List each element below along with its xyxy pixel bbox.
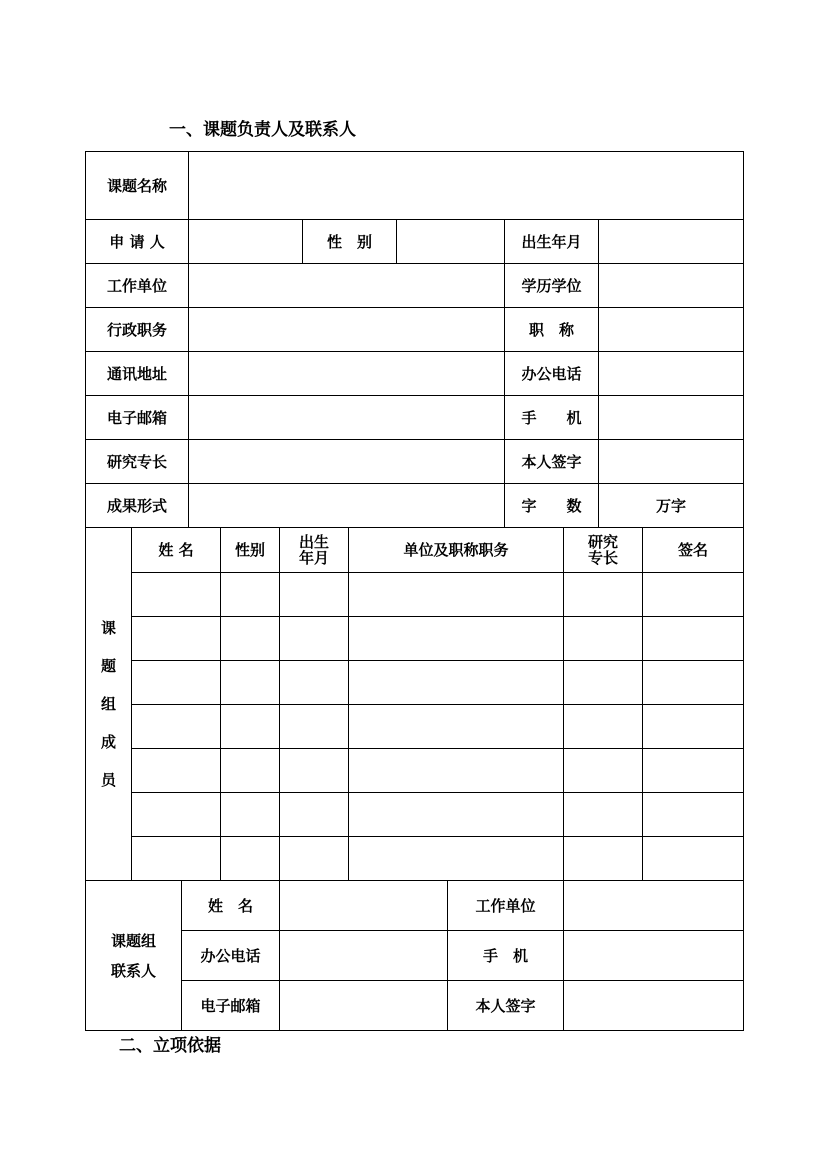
title-field[interactable]	[599, 308, 744, 352]
result-form-label: 成果形式	[86, 484, 189, 528]
members-side-char-5: 员	[100, 771, 116, 789]
member-name-cell[interactable]	[132, 705, 221, 749]
signature-label: 本人签字	[505, 440, 599, 484]
office-phone-field[interactable]	[599, 352, 744, 396]
contact-office-phone-field[interactable]	[280, 931, 448, 981]
member-gender-cell[interactable]	[221, 661, 280, 705]
member-signature-cell[interactable]	[643, 573, 744, 617]
members-side-char-3: 组	[100, 695, 116, 713]
contact-email-field[interactable]	[280, 981, 448, 1031]
member-signature-header: 签名	[643, 528, 744, 573]
members-table	[85, 527, 744, 881]
member-specialty-header-line-1: 研究	[587, 532, 618, 551]
project-name-field[interactable]	[189, 152, 744, 220]
member-name-cell[interactable]	[132, 749, 221, 793]
members-side-char-1: 课	[100, 619, 116, 637]
contact-mobile-field[interactable]	[564, 931, 744, 981]
contact-signature-label: 本人签字	[448, 981, 564, 1031]
member-specialty-cell[interactable]	[564, 617, 643, 661]
members-side-char-2: 题	[100, 657, 116, 675]
member-gender-cell[interactable]	[221, 793, 280, 837]
project-name-label: 课题名称	[86, 152, 189, 220]
email-label: 电子邮箱	[86, 396, 189, 440]
contact-signature-field[interactable]	[564, 981, 744, 1031]
member-specialty-cell[interactable]	[564, 573, 643, 617]
member-signature-cell[interactable]	[643, 837, 744, 881]
member-birth-cell[interactable]	[280, 617, 349, 661]
member-unit-title-cell[interactable]	[349, 837, 564, 881]
contact-office-phone-label: 办公电话	[182, 931, 280, 981]
word-count-field[interactable]	[599, 484, 744, 528]
address-label: 通讯地址	[86, 352, 189, 396]
contact-name-field[interactable]	[280, 881, 448, 931]
work-unit-label: 工作单位	[86, 264, 189, 308]
mobile-field[interactable]	[599, 396, 744, 440]
member-name-header: 姓 名	[132, 528, 221, 573]
member-birth-cell[interactable]	[280, 573, 349, 617]
member-name-cell[interactable]	[132, 837, 221, 881]
applicant-field[interactable]	[189, 220, 303, 264]
member-gender-cell[interactable]	[221, 573, 280, 617]
member-row	[86, 705, 744, 749]
word-count-label: 字 数	[505, 484, 599, 528]
member-gender-cell[interactable]	[221, 617, 280, 661]
members-side-char-4: 成	[100, 733, 116, 751]
contact-side-label	[86, 881, 182, 1031]
member-gender-cell[interactable]	[221, 749, 280, 793]
member-signature-cell[interactable]	[643, 705, 744, 749]
education-degree-label: 学历学位	[505, 264, 599, 308]
member-birth-cell[interactable]	[280, 661, 349, 705]
education-degree-field[interactable]	[599, 264, 744, 308]
member-gender-cell[interactable]	[221, 705, 280, 749]
member-birth-header-line-2: 年月	[298, 549, 329, 567]
member-row	[86, 837, 744, 881]
member-specialty-cell[interactable]	[564, 793, 643, 837]
research-specialty-field[interactable]	[189, 440, 505, 484]
member-row	[86, 617, 744, 661]
member-birth-cell[interactable]	[280, 705, 349, 749]
birth-date-field[interactable]	[599, 220, 744, 264]
contact-email-label: 电子邮箱	[182, 981, 280, 1031]
result-form-field[interactable]	[189, 484, 505, 528]
member-name-cell[interactable]	[132, 661, 221, 705]
research-specialty-label: 研究专长	[86, 440, 189, 484]
contact-work-unit-field[interactable]	[564, 881, 744, 931]
member-signature-cell[interactable]	[643, 661, 744, 705]
member-gender-cell[interactable]	[221, 837, 280, 881]
member-unit-title-cell[interactable]	[349, 793, 564, 837]
member-unit-title-header: 单位及职称职务	[349, 528, 564, 573]
signature-field[interactable]	[599, 440, 744, 484]
email-field[interactable]	[189, 396, 505, 440]
admin-position-label: 行政职务	[86, 308, 189, 352]
contact-side-label-line-2: 联系人	[110, 961, 156, 980]
word-count-unit: 万字	[656, 496, 687, 515]
work-unit-field[interactable]	[189, 264, 505, 308]
member-specialty-header-line-2: 专长	[587, 549, 618, 567]
member-name-cell[interactable]	[132, 617, 221, 661]
member-gender-header: 性别	[221, 528, 280, 573]
member-specialty-header	[564, 528, 643, 573]
members-side-label	[86, 528, 132, 881]
member-row	[86, 661, 744, 705]
contact-table	[85, 880, 744, 1031]
member-specialty-cell[interactable]	[564, 837, 643, 881]
applicant-info-table	[85, 151, 744, 528]
member-birth-header	[280, 528, 349, 573]
member-birth-header-line-1: 出生	[298, 532, 329, 551]
section-2-title: 二、立项依据	[119, 1036, 221, 1056]
member-birth-cell[interactable]	[280, 793, 349, 837]
member-specialty-cell[interactable]	[564, 661, 643, 705]
admin-position-field[interactable]	[189, 308, 505, 352]
member-specialty-cell[interactable]	[564, 705, 643, 749]
contact-name-label: 姓 名	[182, 881, 280, 931]
member-unit-title-cell[interactable]	[349, 661, 564, 705]
gender-label: 性 别	[303, 220, 397, 264]
contact-work-unit-label: 工作单位	[448, 881, 564, 931]
member-unit-title-cell[interactable]	[349, 617, 564, 661]
member-unit-title-cell[interactable]	[349, 573, 564, 617]
office-phone-label: 办公电话	[505, 352, 599, 396]
member-specialty-cell[interactable]	[564, 749, 643, 793]
member-signature-cell[interactable]	[643, 793, 744, 837]
member-row	[86, 573, 744, 617]
member-birth-cell[interactable]	[280, 837, 349, 881]
member-row	[86, 749, 744, 793]
contact-mobile-label: 手 机	[448, 931, 564, 981]
gender-field[interactable]	[397, 220, 505, 264]
mobile-label: 手 机	[505, 396, 599, 440]
member-signature-cell[interactable]	[643, 749, 744, 793]
applicant-label: 申 请 人	[86, 220, 189, 264]
birth-date-label: 出生年月	[505, 220, 599, 264]
member-unit-title-cell[interactable]	[349, 705, 564, 749]
title-label: 职 称	[505, 308, 599, 352]
member-row	[86, 793, 744, 837]
contact-side-label-line-1: 课题组	[110, 931, 156, 950]
member-unit-title-cell[interactable]	[349, 749, 564, 793]
member-name-cell[interactable]	[132, 793, 221, 837]
member-birth-cell[interactable]	[280, 749, 349, 793]
address-field[interactable]	[189, 352, 505, 396]
member-name-cell[interactable]	[132, 573, 221, 617]
section-1-title: 一、课题负责人及联系人	[169, 120, 356, 140]
member-signature-cell[interactable]	[643, 617, 744, 661]
